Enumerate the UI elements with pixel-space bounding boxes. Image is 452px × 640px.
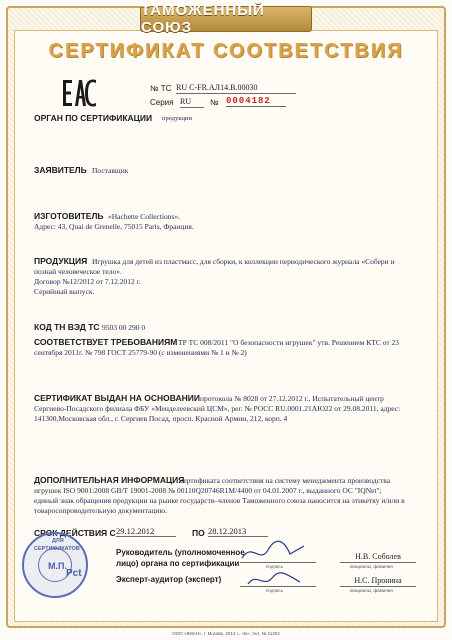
head-initials-caption: инициалы, фамилия	[350, 564, 393, 569]
code-label: КОД ТН ВЭД ТС	[34, 322, 100, 332]
stamp-pct-logo: Pct	[66, 568, 82, 579]
certificate-number: 0004182	[226, 96, 286, 107]
print-footer: ООО «ВИАН», г. Москва, 2012 г., «Б», тел. № 11402	[172, 631, 280, 636]
validity-from: 29.12.2012	[116, 526, 176, 537]
series-value: RU	[180, 97, 204, 108]
stamp-text-top: ДЛЯ	[52, 538, 64, 544]
requirements-line-1: ТР ТС 008/2011 "О безопасности игрушек" утв. Решением КТС от 23	[178, 338, 400, 347]
certificate-title: СЕРТИФИКАТ СООТВЕТСТВИЯ	[48, 40, 404, 62]
expert-label: Эксперт-аудитор (эксперт)	[116, 575, 222, 584]
basis-line-1: протокола № 8028 от 27.12.2012 г., Испытательный центр	[200, 394, 384, 403]
expert-initials-caption: инициалы, фамилия	[350, 588, 393, 593]
head-line-1: Руководитель (уполномоченное	[116, 548, 245, 557]
product-label: ПРОДУКЦИЯ	[34, 256, 88, 266]
validity-to-label: ПО	[192, 528, 205, 538]
registry-no-label: № ТС	[150, 84, 172, 93]
product-line-2: познай человеческое тело».	[34, 267, 122, 276]
additional-line-4: товаросопроводительную документацию.	[34, 506, 167, 515]
requirements-label: СООТВЕТСТВУЕТ ТРЕБОВАНИЯМ	[34, 337, 178, 347]
number-label: №	[210, 98, 219, 107]
manufacturer-label: ИЗГОТОВИТЕЛЬ	[34, 211, 104, 221]
stamp-text-mid: СЕРТИФИКАТОВ	[34, 546, 80, 552]
series-label: Серия	[150, 98, 174, 107]
customs-union-banner	[140, 2, 312, 36]
manufacturer-value: «Hachette Collections».	[108, 212, 181, 221]
basis-label: СЕРТИФИКАТ ВЫДАН НА ОСНОВАНИИ	[34, 393, 200, 403]
head-signature-caption: подпись	[266, 564, 284, 569]
certification-stamp	[22, 532, 88, 598]
applicant-value: Поставщик	[92, 166, 129, 175]
cert-body-value: продукции	[162, 115, 192, 122]
manufacturer-address: Адрес: 43, Quai de Grenelle, 75015 Paris, Франция.	[34, 222, 194, 231]
additional-line-1: сертификата соответствия на систему менеджмента производства	[180, 476, 391, 485]
head-line-2: лицо) органа по сертификации	[116, 559, 240, 568]
validity-to: 28.12.2013	[208, 526, 268, 537]
applicant-label: ЗАЯВИТЕЛЬ	[34, 165, 87, 175]
additional-line-3: единый знак обращения продукции на рынке государств–членов Таможенного союза наносится на этикетку и/или в	[34, 496, 405, 505]
validity-label: СРОК ДЕЙСТВИЯ С	[34, 528, 116, 538]
basis-line-3: 141300,Московская обл., г. Сергиев Посад, просп. Красной Армии, 212, корп. 4	[34, 414, 288, 423]
expert-signature-caption: подпись	[266, 588, 284, 593]
cert-body-label: ОРГАН ПО СЕРТИФИКАЦИИ	[34, 113, 153, 123]
additional-label: ДОПОЛНИТЕЛЬНАЯ ИНФОРМАЦИЯ	[34, 475, 185, 485]
expert-signature	[244, 568, 304, 590]
customs-union-title: ТАМОЖЕННЫЙ СОЮЗ	[141, 2, 265, 36]
additional-line-2: игрушек ISO 9001:2008 GB/T 19001-2008 № 00110Q20746R1M/4400 от 04.01.2007 г., выданного ОС "IQNet";	[34, 486, 382, 495]
product-line-4: Серийный выпуск.	[34, 287, 95, 296]
registry-no-value: RU C-FR.АЛ14.В.00030	[176, 83, 296, 94]
product-line-1: Игрушка для детей из пластмасс, для сборки, к коллекции периодического журнала «Собери и	[92, 257, 395, 266]
stamp-mp: М.П.	[48, 561, 67, 571]
requirements-line-2: сентября 2011г. № 798 ГОСТ 25779-90 (с изменениями № 1 и № 2)	[34, 348, 247, 357]
eac-logo	[62, 78, 98, 108]
basis-line-2: Сергиево-Посадского филиала ФБУ «Менделеевский ЦСМ», рег. № РОСС RU.0001.21АЮ22 от 29.08.2011, адрес:	[34, 404, 401, 413]
product-line-3: Договор №12/2012 от 7.12.2012 г.	[34, 277, 141, 286]
code-value: 9503 00 290 0	[102, 323, 146, 332]
head-signature	[238, 536, 308, 566]
expert-name: Н.С. Пронина	[340, 576, 416, 587]
head-name: Н.В. Соболев	[340, 552, 416, 563]
